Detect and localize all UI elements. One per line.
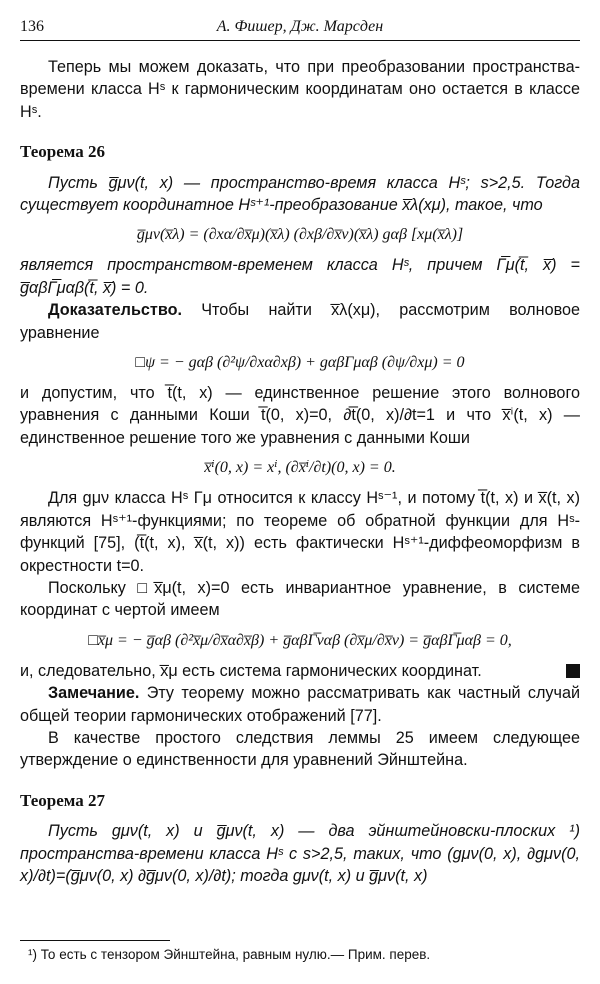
proof-text: Чтобы найти x̅λ(xμ), рассмотрим волновое уравнение xyxy=(20,301,580,342)
equation-wave: □ψ = − gαβ (∂²ψ/∂xα∂xβ) + gαβΓμαβ (∂ψ/∂xμ) = 0 xyxy=(135,354,465,372)
page-body xyxy=(20,56,580,887)
paragraph-conclusion: и, следовательно, x̅μ есть система гармонических координат. xyxy=(20,661,482,680)
equation-metric-transform: g̅μν(x̅λ) = (∂xα/∂x̅μ)(x̅λ) (∂xβ/∂x̅ν)(x̅λ) gαβ [xμ(x̅λ)] xyxy=(136,226,464,244)
page-number: 136 xyxy=(20,18,44,35)
paragraph-diffeomorphism: Для gμν класса Hˢ Γμ относится к классу Hˢ⁻¹, и потому t̅(t, x) и x̅(t, x) являются Hˢ⁺¹-функциями; по теореме об обратной функции для Hˢ-функций [75], (t̅(t, x), x̅(t, x)) есть фактически Hˢ⁺¹-диффеоморфизм в окрестности t=0. xyxy=(20,489,580,575)
footnote-rule xyxy=(20,940,170,941)
theorem-26-title: Теорема 26 xyxy=(20,142,105,162)
remark-paragraph xyxy=(20,682,580,727)
remark-text: Эту теорему можно рассматривать как частный случай общей теории гармонических отображений [77]. xyxy=(20,684,580,725)
conclusion-line xyxy=(20,660,580,682)
running-title: А. Фишер, Дж. Марсден xyxy=(216,18,384,35)
theorem-26-statement: Пусть g̅μν(t, x) — пространство-время класса Hˢ; s>2,5. Тогда существует координатное Hˢ⁺¹-преобразование x̅λ(xμ), такое, что xyxy=(20,173,580,215)
equation-harmonic: □x̅μ = − g̅αβ (∂²x̅μ/∂x̅α∂x̅β) + g̅αβΓ̅ναβ (∂x̅μ/∂x̅ν) = g̅αβΓ̅μαβ = 0, xyxy=(88,631,512,649)
equation-cauchy: x̅ⁱ(0, x) = xⁱ, (∂x̅ⁱ/∂t)(0, x) = 0. xyxy=(204,459,396,477)
remark-label: Замечание. xyxy=(48,684,140,703)
theorem-26-continuation: является пространством-временем класса Hˢ, причем Γ̅μ(t̅, x̅) = g̅αβΓ̅μαβ(t̅, x̅) = 0. xyxy=(20,256,580,297)
paragraph-cauchy-data: и допустим, что t̅(t, x) — единственное решение этого волнового уравнения с данными Коши t̅(0, x)=0, ∂t̅(0, x)/∂t=1 и что x̅ⁱ(t, x) — единственное решение того же уравнения с данными Коши xyxy=(20,384,580,447)
theorem-27-title: Теорема 27 xyxy=(20,790,105,810)
proof-label: Доказательство. xyxy=(48,301,182,320)
qed-square-icon xyxy=(566,664,580,678)
paragraph-corollary: В качестве простого следствия леммы 25 имеем следующее утверждение о единственности для уравнений Эйнштейна. xyxy=(20,728,580,770)
theorem-27-statement: Пусть gμν(t, x) и g̅μν(t, x) — два эйнштейновски-плоских ¹) пространства-времени класса Hˢ с s>2,5, таких, что (gμν(0, x), ∂gμν(0, x)/∂t)=(g̅μν(0, x) ∂g̅μν(0, x)/∂t); тогда gμν(t, x) и g̅μν(t, x) xyxy=(20,822,580,885)
intro-paragraph: Теперь мы можем доказать, что при преобразовании пространства-времени класса Hˢ к гармоническим координатам оно остается в классе Hˢ. xyxy=(20,58,580,121)
proof-paragraph xyxy=(20,299,580,344)
footnote: ¹) То есть с тензором Эйнштейна, равным нулю.— Прим. перев. xyxy=(28,947,431,962)
paragraph-invariant: Поскольку □x̅μ(t, x)=0 есть инвариантное уравнение, в системе координат с чертой имеем xyxy=(20,578,580,620)
running-header xyxy=(20,16,580,41)
